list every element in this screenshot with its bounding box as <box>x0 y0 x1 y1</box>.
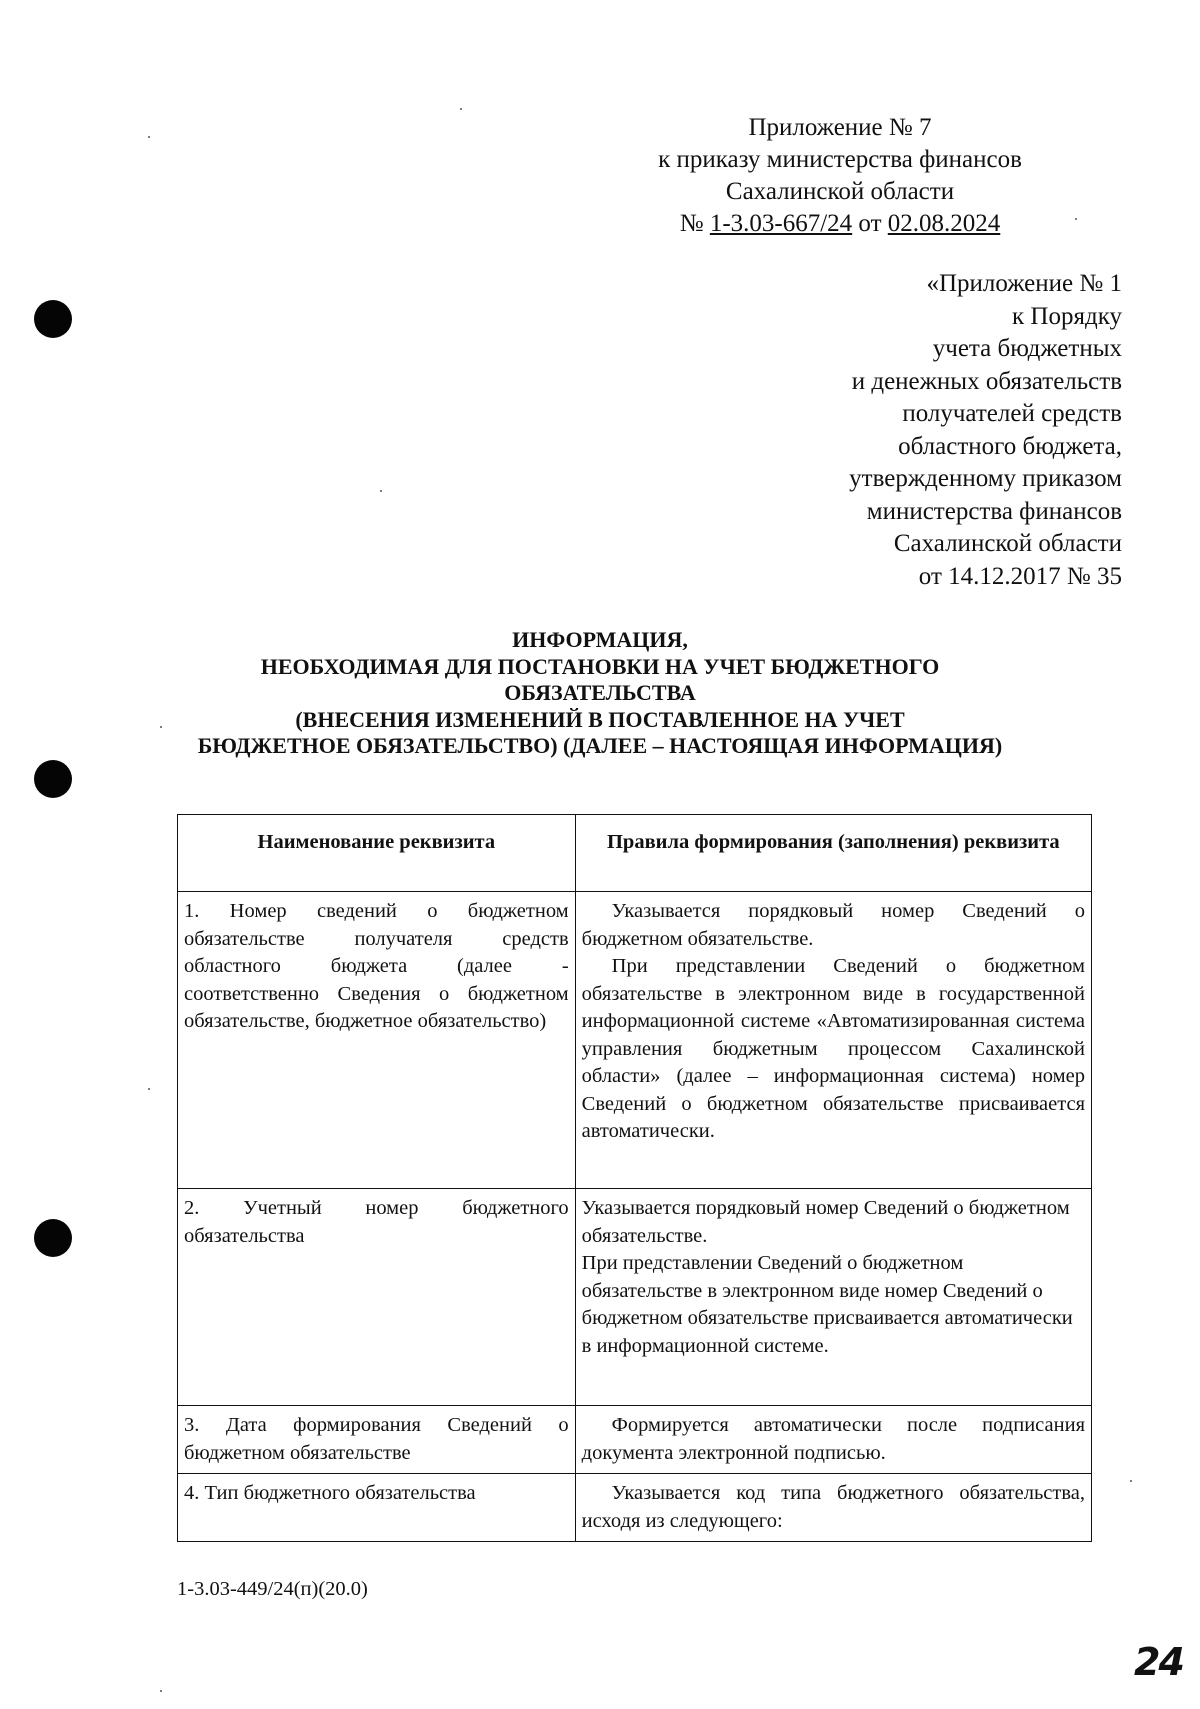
header-number-line: № 1-3.03-667/24 от 02.08.2024 <box>679 210 1001 237</box>
table-row <box>178 1474 1092 1542</box>
requisite-name: 1. Номер сведений о бюджетном обязательстве получателя средств областного бюджета (далее - соответственно Сведения о бюджетном обязательстве, бюджетное обязательство) <box>178 892 576 1189</box>
punch-hole-middle <box>34 760 72 798</box>
appendix-ref-line: областного бюджета, <box>898 432 1122 460</box>
column-header-rules: Правила формирования (заполнения) реквизита <box>575 815 1091 892</box>
title-line: ОБЯЗАТЕЛЬСТВА <box>504 680 696 705</box>
appendix-ref-line: Сахалинской области <box>893 530 1122 557</box>
header-order-line: к приказу министерства финансов <box>658 146 1022 173</box>
title-line: БЮДЖЕТНОЕ ОБЯЗАТЕЛЬСТВО) (ДАЛЕЕ – НАСТОЯЩАЯ ИНФОРМАЦИЯ) <box>197 733 1003 758</box>
title-line: ИНФОРМАЦИЯ, <box>512 627 688 652</box>
scan-speck <box>1130 1480 1132 1482</box>
appendix-ref-line: к Порядку <box>1012 302 1122 330</box>
requisite-rule: Формируется автоматически после подписания документа электронной подписью. <box>575 1406 1091 1474</box>
appendix-ref-line: учета бюджетных <box>932 335 1122 362</box>
order-number: 1-3.03-667/24 <box>709 210 853 237</box>
order-header <box>580 112 1100 240</box>
appendix-ref-line: получателей средств <box>902 400 1122 427</box>
appendix-reference <box>702 268 1122 593</box>
handwritten-page-number: 24 <box>1134 1640 1183 1684</box>
column-header-name: Наименование реквизита <box>178 815 576 892</box>
order-date: 02.08.2024 <box>887 210 1001 237</box>
requisite-rule: Указывается порядковый номер Сведений о бюджетном обязательстве. При представлении Сведений о бюджетном обязательстве в электронном виде номер Сведений о бюджетном обязательстве присваивается автоматически в информационной системе. <box>575 1189 1091 1406</box>
document-title <box>150 627 1050 760</box>
document-code: 1-3.03-449/24(п)(20.0) <box>177 1578 368 1600</box>
title-line: (ВНЕСЕНИЯ ИЗМЕНЕНИЙ В ПОСТАВЛЕННОЕ НА УЧЕТ <box>295 706 905 732</box>
header-region-line: Сахалинской области <box>725 178 955 205</box>
scan-speck <box>380 490 382 492</box>
requisite-rule: Указывается код типа бюджетного обязательства, исходя из следующего: <box>575 1474 1091 1542</box>
requisite-name: 2. Учетный номер бюджетного обязательства <box>178 1189 576 1406</box>
table-header-row <box>178 815 1092 892</box>
requisite-name: 3. Дата формирования Сведений о бюджетном обязательстве <box>178 1406 576 1474</box>
table-row <box>178 892 1092 1189</box>
table-row <box>178 1189 1092 1406</box>
requisite-rule: Указывается порядковый номер Сведений о бюджетном обязательстве. При представлении Сведений о бюджетном обязательстве в электронном виде в государственной информационной системе «Автоматизированная система управления бюджетным процессом Сахалинской области» (далее – информационная система) номер Сведений о бюджетном обязательстве присваивается автоматически. <box>575 892 1091 1189</box>
appendix-ref-line: министерства финансов <box>866 497 1122 525</box>
appendix-ref-line: «Приложение № 1 <box>926 270 1122 297</box>
scan-speck <box>148 1088 150 1090</box>
requisite-name: 4. Тип бюджетного обязательства <box>178 1474 576 1542</box>
appendix-ref-line: от 14.12.2017 № 35 <box>918 562 1122 590</box>
header-appendix-line: Приложение № 7 <box>748 114 932 141</box>
requisites-table <box>177 814 1092 1542</box>
appendix-ref-line: утвержденному приказом <box>849 465 1122 492</box>
punch-hole-bottom <box>34 1219 72 1257</box>
table-row <box>178 1406 1092 1474</box>
title-line: НЕОБХОДИМАЯ ДЛЯ ПОСТАНОВКИ НА УЧЕТ БЮДЖЕТНОГО <box>260 653 940 679</box>
appendix-ref-line: и денежных обязательств <box>851 367 1122 395</box>
punch-hole-top <box>34 300 72 338</box>
scan-speck <box>160 1690 162 1692</box>
scan-speck <box>148 136 150 138</box>
scan-speck <box>460 108 462 110</box>
